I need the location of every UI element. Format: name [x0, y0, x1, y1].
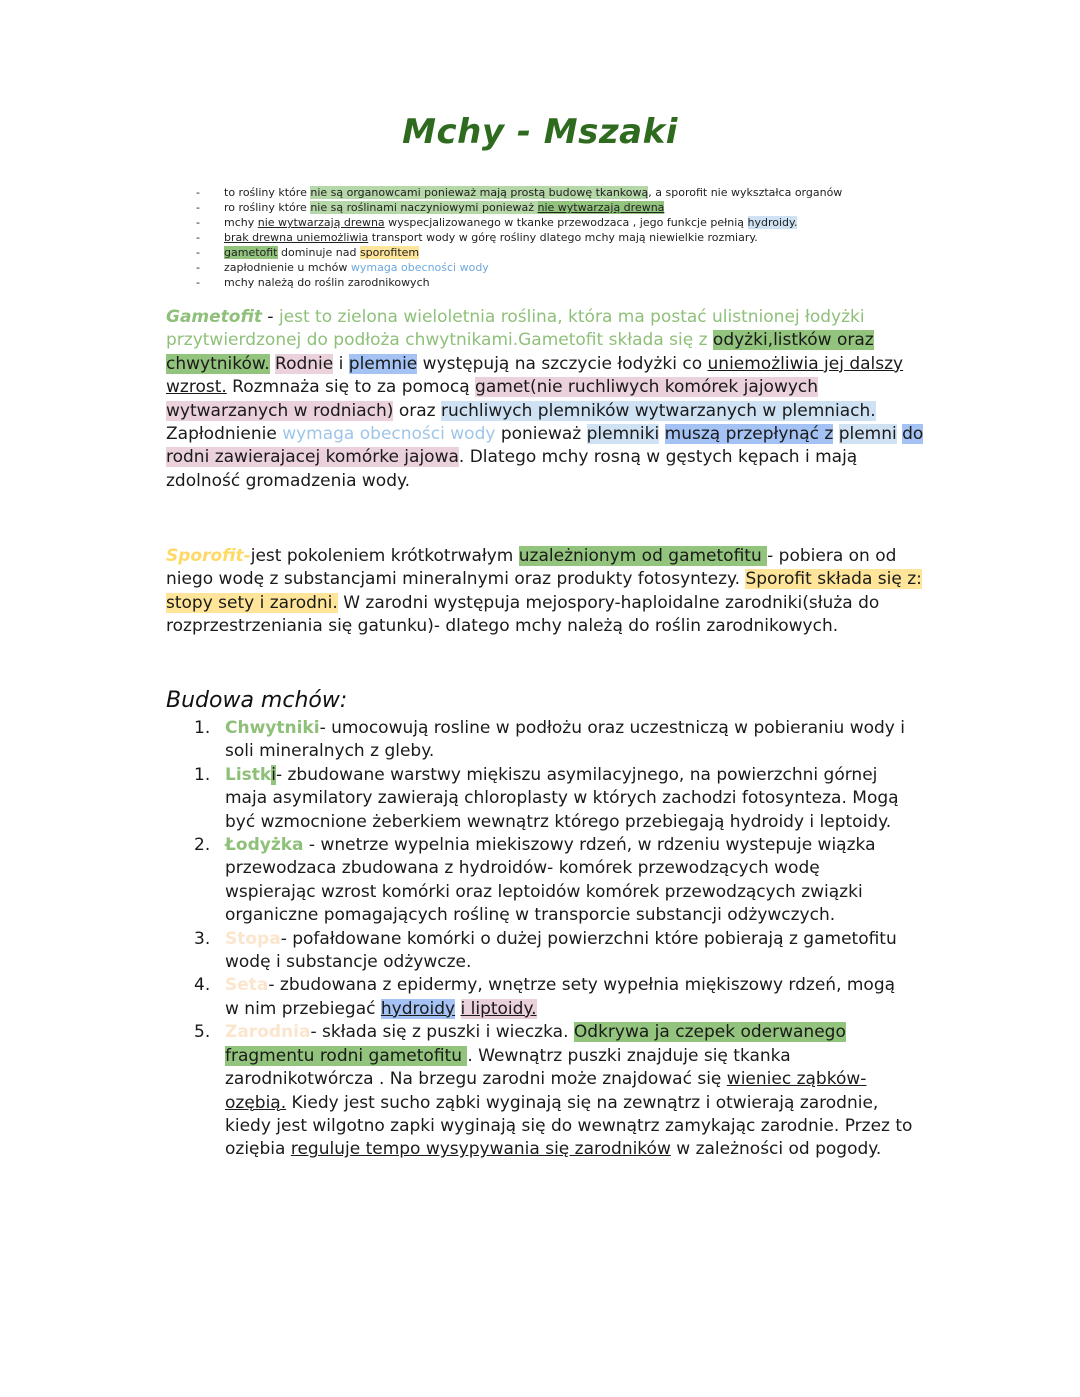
list-item: 3. Stopa- pofałdowane komórki o dużej powierzchni które pobierają z gametofitu wodę i substancje odżywcze.	[194, 928, 897, 973]
list-item: - mchy należą do roślin zarodnikowych	[196, 275, 916, 290]
sporofit-paragraph: Sporofit-jest pokoleniem krótkotrwałym uzależnionym od gametofitu - pobiera on od niego wodę z substancjami mineralnymi oraz produkty fotosyntezy. Sporofit składa się z: stopy sety i zarodni. W zarodni występuja mejospory-haploidalne zarodniki(służa do rozprzestrzeniania się gatunku)- dlatego mchy należą do roślin zarodnikowych.	[166, 546, 922, 637]
list-item: 2. Łodyżka - wnetrze wypelnia miekiszowy rdzeń, w rdzeniu wystepuje wiązka przewodzaca zbudowana z hydroidów- komórek przewodzących wodę wspierając wzrost komórki oraz leptoidów komórek przewodzących związki organiczne pomagających roślinę w transporcie substancji odżywczych.	[194, 835, 876, 926]
list-item: - ro rośliny które nie są roślinami naczyniowymi ponieważ nie wytwarzają drewna	[196, 200, 916, 215]
page-title: Mchy - Mszaki	[402, 112, 678, 152]
list-item: 1. Listki- zbudowane warstwy miękiszu asymilacyjnego, na powierzchni górnej maja asymilatory zawierają chloroplasty w których zachodzi fotosynteza. Mogą być wzmocnione żeberkiem wewnątrz którego przebiegają hydroidy i leptoidy.	[194, 764, 899, 832]
list-item: - brak drewna uniemożliwia transport wody w górę rośliny dlatego mchy mają niewielkie rozmiary.	[196, 230, 916, 245]
budowa-heading: Budowa mchów:	[166, 688, 348, 713]
summary-list	[196, 185, 916, 290]
gametofit-paragraph: Gametofit - jest to zielona wieloletnia roślina, która ma postać ulistnionej łodyżki przytwierdzonej do podłoża chwytnikami.Gametofit składa się z odyżki,listków oraz chwytników. Rodnie i plemnie występują na szczycie łodyżki co uniemożliwia jej dalszy wzrost. Rozmnaża się to za pomocą gamet(nie ruchliwych komórek jajowych wytwarzanych w rodniach) oraz ruchliwych plemników wytwarzanych w plemniach. Zapłodnienie wymaga obecności wody ponieważ plemniki muszą przepłynąć z plemni do rodni zawierajacej komórke jajowa. Dlatego mchy rosną w gęstych kępach i mają zdolność gromadzenia wody.	[166, 307, 924, 491]
list-item: 1. Chwytniki- umocowują rosline w podłożu oraz uczestniczą w pobieraniu wody i soli mineralnych z gleby.	[194, 718, 905, 762]
gametofit-term: Gametofit	[166, 307, 262, 327]
list-item: - gametofit dominuje nad sporofitem	[196, 245, 916, 260]
sporofit-term: Sporofit-	[166, 546, 251, 566]
budowa-list	[194, 717, 914, 1162]
list-item: - mchy nie wytwarzają drewna wyspecjalizowanego w tkanke przewodzaca , jego funkcje pełnią hydroidy.	[196, 215, 916, 230]
list-item: 4. Seta- zbudowana z epidermy, wnętrze sety wypełnia miękiszowy rdzeń, mogą w nim przebiegać hydroidy i liptoidy.	[194, 975, 896, 1019]
list-item: 5. Zarodnia- składa się z puszki i wieczka. Odkrywa ja czepek oderwanego fragmentu rodni gametofitu . Wewnątrz puszki znajduje się tkanka zarodnikotwórcza . Na brzegu zarodni może znajdować się wieniec ząbków- ozębią. Kiedy jest sucho ząbki wyginają się na zewnątrz i otwierają zarodnie, kiedy jest wilgotno zapki wyginają się do wewnątrz zamykając zarodnie. Przez to oziębia reguluje tempo wysypywania się zarodników w zależności od pogody.	[194, 1022, 913, 1160]
list-item: - zapłodnienie u mchów wymaga obecności wody	[196, 260, 916, 275]
list-item: - to rośliny które nie są organowcami ponieważ mają prostą budowę tkankową, a sporofit nie wykształca organów	[196, 185, 916, 200]
